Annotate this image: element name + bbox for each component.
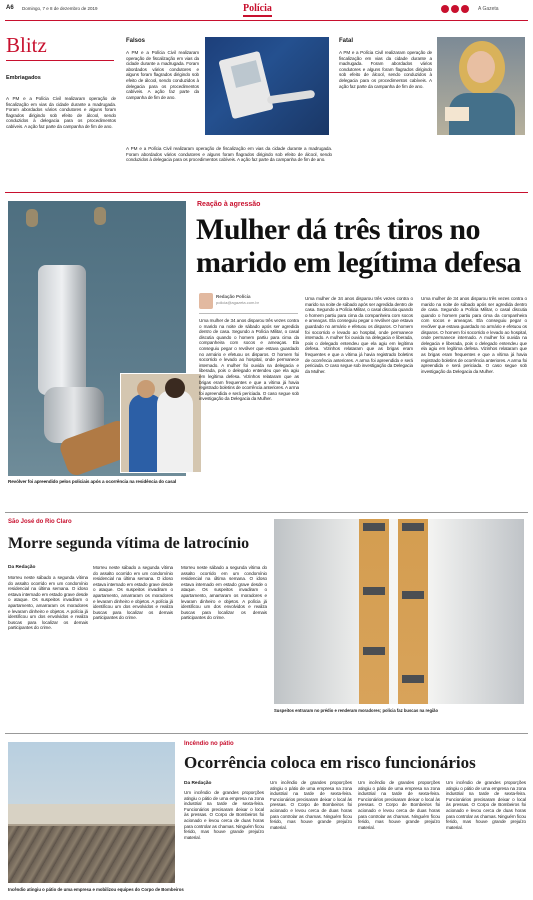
main-story-headline: Mulher dá três tiros no marido em legítima defesa (196, 213, 521, 279)
header-rule (5, 20, 528, 21)
building-photo (274, 519, 524, 704)
paper-name: A Gazeta (478, 6, 499, 12)
breathalyzer-photo (205, 37, 329, 135)
section-divider (5, 192, 528, 193)
building-photo-caption: Suspeitos entraram no prédio e renderam moradores; polícia faz buscas na região (274, 708, 439, 713)
main-photo-caption: Revólver foi apreendido pelos policiais após a ocorrência na residência do casal (8, 479, 177, 484)
main-story-kicker: Reação à agressão (197, 201, 261, 208)
section-divider (5, 512, 528, 513)
issue-date: Domingo, 7 e 8 de dezembro de 2019 (22, 6, 98, 11)
blitz-column-fatal-body: A PM e a Polícia Civil realizaram operação de fiscalização em vias da cidade durante a madrugada. Foram abordados vários condutores e alguns foram flagrados dirigindo sob efeito de álcool, sendo conduzidos à delegacia para os procedimentos cabíveis. A ação faz parte da campanha de fim de ano. (339, 50, 432, 89)
social-icons (441, 5, 469, 13)
latrocinio-kicker: São José do Rio Claro (8, 519, 72, 525)
author-rule (199, 313, 298, 314)
blitz-column-label-falsos: Falsos (126, 38, 146, 44)
couple-inset-photo (120, 373, 202, 473)
main-story-column-3: Uma mulher de 34 anos disparou três vezes contra o marido na noite de sábado após ser agredida dentro de casa. Segundo a Polícia Militar, o casal discutia quando o homem partiu para cima da companheira com socos e ameaças. Ela conseguiu pegar o revólver que estava guardado no armário e efetuou os disparos. O homem foi socorrido e levado ao hospital, onde permanece internado. A mulher foi ouvida na delegacia e liberada, pois o delegado entendeu que ela agiu em legítima defesa. Vizinhos relataram que as brigas eram frequentes e que a vítima já havia registrado boletins de ocorrência anteriores. A arma foi apreendida e será periciada. O caso segue sob investigação da Delegacia da Mulher. (421, 296, 527, 374)
victim-portrait-photo (437, 37, 525, 135)
blitz-wide-body: A PM e a Polícia Civil realizaram operação de fiscalização em vias da cidade durante a madrugada. Foram abordados vários condutores e alguns foram flagrados dirigindo sob efeito de álcool, sendo conduzidos à delegacia para os procedimentos cabíveis. A ação faz parte da campanha de fim de ano. (126, 146, 332, 163)
blitz-column-falsos-body: A PM e a Polícia Civil realizaram operação de fiscalização em vias da cidade durante a madrugada. Foram abordados vários condutores e alguns foram flagrados dirigindo sob efeito de álcool, sendo conduzidos à delegacia para os procedimentos cabíveis. A ação faz parte da campanha de fim de ano. (126, 50, 199, 100)
latrocinio-column-3: Morreu neste sábado a segunda vítima do assalto ocorrido em um condomínio residencial na última semana. O idoso estava internado em estado grave desde o ataque. Os suspeitos invadiram o apartamento, amarraram os moradores e levaram dinheiro e objetos. A polícia já identificou um dos envolvidos e realiza buscas para localizar os demais participantes do crime. (181, 565, 267, 621)
blitz-title: Blitz (6, 33, 47, 57)
author-avatar (199, 293, 213, 309)
fire-photo-caption: Incêndio atingiu o pátio de uma empresa e mobilizou equipes do Corpo de Bombeiros (8, 887, 184, 892)
author-name: Redação Polícia (216, 294, 251, 299)
instagram-icon (461, 5, 469, 13)
incendio-kicker: Incêndio no pátio (184, 741, 234, 747)
section-divider (5, 733, 528, 734)
incendio-byline: Da Redação (184, 781, 212, 786)
twitter-icon (451, 5, 459, 13)
blitz-column-label-fatal: Fatal (339, 38, 354, 44)
latrocinio-byline: Da Redação (8, 565, 36, 570)
incendio-column-3: Um incêndio de grandes proporções atingiu o pátio de uma empresa na zona industrial na tarde de sexta-feira. Funcionários precisaram deixar o local às pressas. O Corpo de Bombeiros foi acionado e levou cerca de duas horas para controlar as chamas. Ninguém ficou ferido, mas houve grande prejuízo material. (358, 780, 440, 830)
page-number: A6 (6, 5, 14, 11)
author-box (216, 294, 259, 305)
incendio-headline: Ocorrência coloca em risco funcionários (184, 753, 476, 772)
latrocinio-headline: Morre segunda vítima de latrocínio (8, 535, 250, 552)
blitz-body: A PM e a Polícia Civil realizaram operação de fiscalização em vias da cidade durante a madrugada. Foram abordados vários condutores e alguns foram flagrados dirigindo sob efeito de álcool, sendo conduzidos à delegacia para os procedimentos cabíveis. A ação faz parte da campanha de fim de ano. (6, 96, 116, 129)
blitz-subtitle: Embriagados (6, 75, 41, 81)
incendio-column-4: Um incêndio de grandes proporções atingiu o pátio de uma empresa na zona industrial na tarde de sexta-feira. Funcionários precisaram deixar o local às pressas. O Corpo de Bombeiros foi acionado e levou cerca de duas horas para controlar as chamas. Ninguém ficou ferido, mas houve grande prejuízo material. (446, 780, 526, 830)
latrocinio-column-1: Morreu neste sábado a segunda vítima do assalto ocorrido em um condomínio residencial na última semana. O idoso estava internado em estado grave desde o ataque. Os suspeitos invadiram o apartamento, amarraram os moradores e levaram dinheiro e objetos. A polícia já identificou um dos envolvidos e realiza buscas para localizar os demais participantes do crime. (8, 575, 88, 631)
latrocinio-column-2: Morreu neste sábado a segunda vítima do assalto ocorrido em um condomínio residencial na última semana. O idoso estava internado em estado grave desde o ataque. Os suspeitos invadiram o apartamento, amarraram os moradores e levaram dinheiro e objetos. A polícia já identificou um dos envolvidos e realiza buscas para localizar os demais participantes do crime. (93, 565, 173, 621)
author-email: policia@agazeta.com.br (216, 300, 259, 305)
section-title: Polícia (243, 3, 272, 17)
incendio-column-1: Um incêndio de grandes proporções atingiu o pátio de uma empresa na zona industrial na tarde de sexta-feira. Funcionários precisaram deixar o local às pressas. O Corpo de Bombeiros foi acionado e levou cerca de duas horas para controlar as chamas. Ninguém ficou ferido, mas houve grande prejuízo material. (184, 790, 264, 840)
blitz-rule (6, 60, 114, 61)
main-story-column-1: Uma mulher de 34 anos disparou três vezes contra o marido na noite de sábado após ser agredida dentro de casa. Segundo a Polícia Militar, o casal discutia quando o homem partiu para cima da companheira com socos e ameaças. Ela conseguiu pegar o revólver que estava guardado no armário e efetuou os disparos. O homem foi socorrido e levado ao hospital, onde permanece internado. A mulher foi ouvida na delegacia e liberada, pois o delegado entendeu que ela agiu em legítima defesa. Vizinhos relataram que as brigas eram frequentes e que a vítima já havia registrado boletins de ocorrência anteriores. A arma foi apreendida e será periciada. O caso segue sob investigação da Delegacia da Mulher. (199, 318, 299, 402)
fire-scene-photo (8, 742, 175, 883)
facebook-icon (441, 5, 449, 13)
main-story-column-2: Uma mulher de 34 anos disparou três vezes contra o marido na noite de sábado após ser agredida dentro de casa. Segundo a Polícia Militar, o casal discutia quando o homem partiu para cima da companheira com socos e ameaças. Ela conseguiu pegar o revólver que estava guardado no armário e efetuou os disparos. O homem foi socorrido e levado ao hospital, onde permanece internado. A mulher foi ouvida na delegacia e liberada, pois o delegado entendeu que ela agiu em legítima defesa. Vizinhos relataram que as brigas eram frequentes e que a vítima já havia registrado boletins de ocorrência anteriores. A arma foi apreendida e será periciada. O caso segue sob investigação da Delegacia da Mulher. (305, 296, 413, 374)
incendio-column-2: Um incêndio de grandes proporções atingiu o pátio de uma empresa na zona industrial na tarde de sexta-feira. Funcionários precisaram deixar o local às pressas. O Corpo de Bombeiros foi acionado e levou cerca de duas horas para controlar as chamas. Ninguém ficou ferido, mas houve grande prejuízo material. (270, 780, 352, 830)
